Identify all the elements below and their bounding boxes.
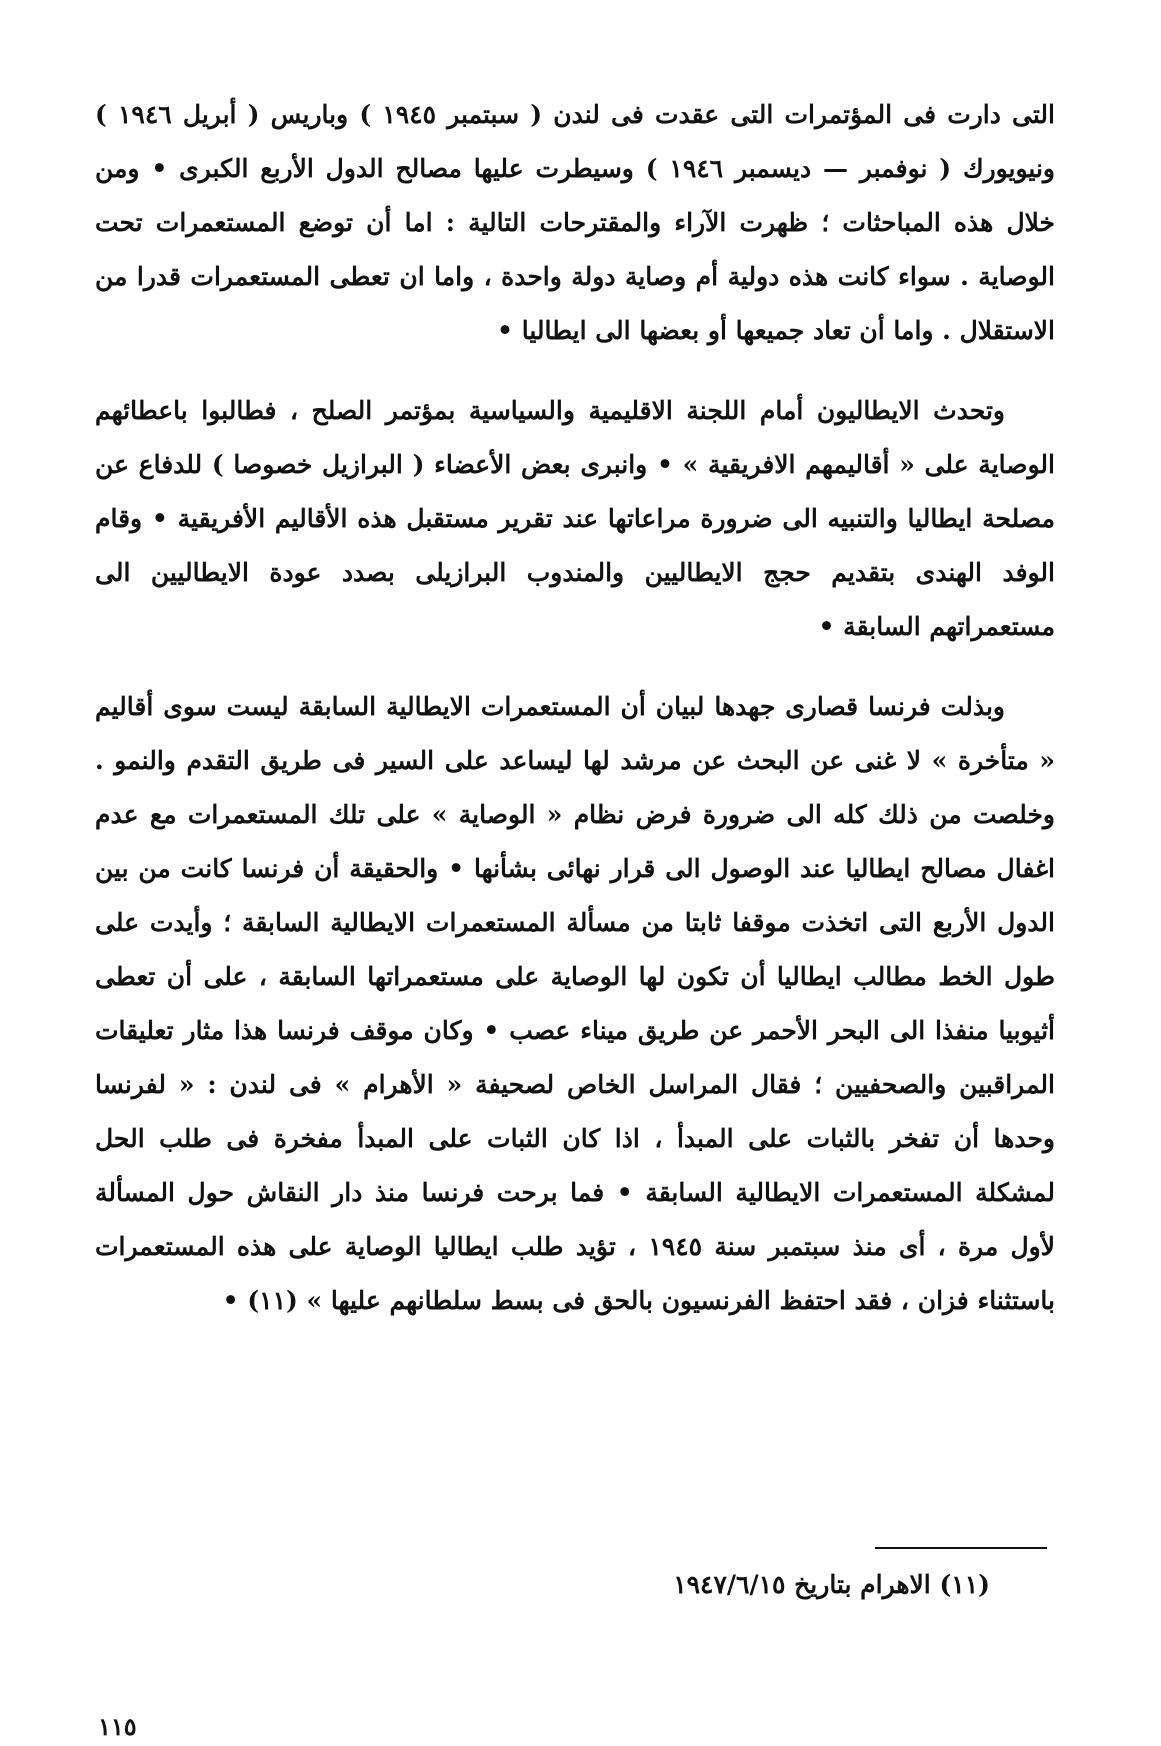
page-number: ١١٥ [98,1712,137,1741]
footnote-divider [875,1547,1047,1549]
paragraph-gap [95,358,1055,384]
paragraph-3: وبذلت فرنسا قصارى جهدها لبيان أن المستعمرات الايطالية السابقة ليست سوى أقاليم « متأخرة » لا غنى عن البحث عن مرشد لها ليساعد على السير فى طريق التقدم والنمو . وخلصت من ذلك كله الى ضرورة فرض نظام « الوصاية » على تلك المستعمرات مع عدم اغفال مصالح ايطاليا عند الوصول الى قرار نهائى بشأنها • والحقيقة أن فرنسا كانت من بين الدول الأربع التى اتخذت موقفا ثابتا من مسألة المستعمرات الايطالية السابقة ؛ وأيدت على طول الخط مطالب ايطاليا أن تكون لها الوصاية على مستعمراتها السابقة ، على أن تعطى أثيوبيا منفذا الى البحر الأحمر عن طريق ميناء عصب • وكان موقف فرنسا هذا مثار تعليقات المراقبين والصحفيين ؛ فقال المراسل الخاص لصحيفة « الأهرام » فى لندن : « لفرنسا وحدها أن تفخر بالثبات على المبدأ ، اذا كان الثبات على المبدأ مفخرة فى طلب الحل لمشكلة المستعمرات الايطالية السابقة • فما برحت فرنسا منذ دار النقاش حول المسألة لأول مرة ، أى منذ سبتمبر سنة ١٩٤٥ ، تؤيد طلب ايطاليا الوصاية على هذه المستعمرات باستثناء فزان ، فقد احتفظ الفرنسيون بالحق فى بسط سلطانهم عليها » (١١) • [95,692,1055,1315]
page-body [95,88,1055,1328]
paragraph-2: وتحدث الايطاليون أمام اللجنة الاقليمية والسياسية بمؤتمر الصلح ، فطالبوا باعطائهم الوصاية على « أقاليمهم الافريقية » • وانبرى بعض الأعضاء ( البرازيل خصوصا ) للدفاع عن مصلحة ايطاليا والتنبيه الى ضرورة مراعاتها عند تقرير مستقبل هذه الأقاليم الأفريقية • وقام الوفد الهندى بتقديم حجج الايطاليين والمندوب البرازيلى بصدد عودة الايطاليين الى مستعمراتهم السابقة • [95,396,1055,641]
paragraph-gap [95,654,1055,680]
paragraph-1: التى دارت فى المؤتمرات التى عقدت فى لندن ( سبتمبر ١٩٤٥ ) وباريس ( أبريل ١٩٤٦ ) ونيويورك ( نوفمبر — ديسمبر ١٩٤٦ ) وسيطرت عليها مصالح الدول الأربع الكبرى • ومن خلال هذه المباحثات ؛ ظهرت الآراء والمقترحات التالية : اما أن توضع المستعمرات تحت الوصاية . سواء كانت هذه دولية أم وصاية دولة واحدة ، واما ان تعطى المستعمرات قدرا من الاستقلال . واما أن تعاد جميعها أو بعضها الى ايطاليا • [95,100,1056,345]
footnote: (١١) الاهرام بتاريخ ١٩٤٧/٦/١٥ [673,1570,990,1599]
